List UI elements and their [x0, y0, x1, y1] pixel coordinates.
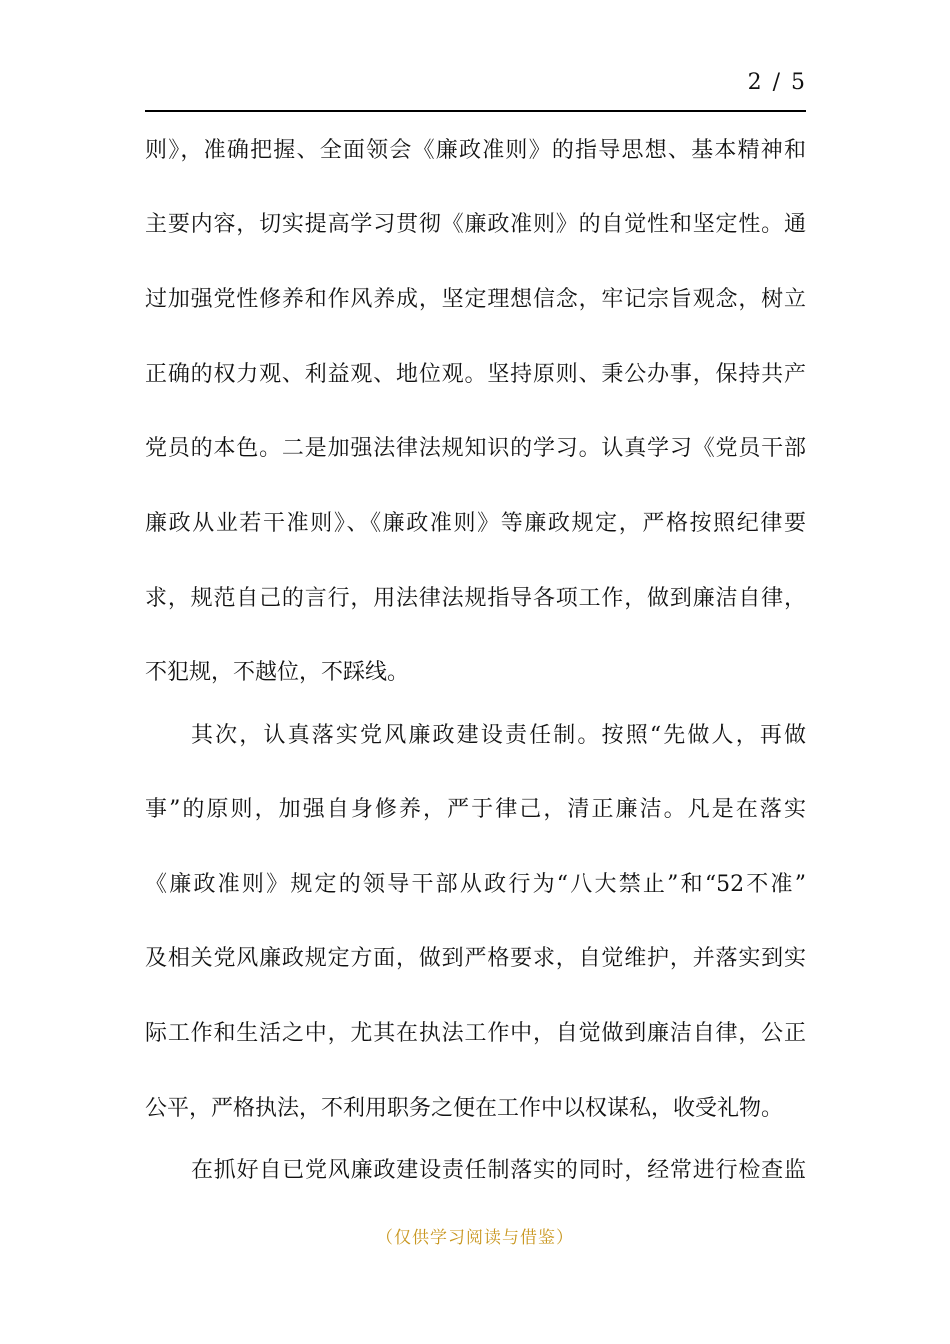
text-line: 不犯规，不越位，不踩线。	[145, 660, 410, 685]
text-line: 及相关党风廉政规定方面，做到严格要求，自觉维护，并落实到实	[145, 946, 806, 971]
text-line: 主要内容，切实提高学习贯彻《廉政准则》的自觉性和坚定性。通	[145, 212, 806, 237]
header-rule	[145, 110, 806, 112]
footer-note: （仅供学习阅读与借鉴）	[376, 1228, 574, 1248]
text-line: 公平，严格执法，不利用职务之便在工作中以权谋私，收受礼物。	[145, 1096, 784, 1121]
text-line: 党员的本色。二是加强法律法规知识的学习。认真学习《党员干部	[145, 436, 806, 461]
text-line: 正确的权力观、利益观、地位观。坚持原则、秉公办事，保持共产	[145, 362, 806, 387]
text-line: 在抓好自已党风廉政建设责任制落实的同时，经常进行检查监	[191, 1158, 806, 1183]
page-number: 2 / 5	[747, 70, 807, 95]
text-line: 则》，准确把握、全面领会《廉政准则》的指导思想、基本精神和	[145, 138, 806, 163]
text-line: 《廉政准则》规定的领导干部从政行为“八大禁止”和“52不准”	[145, 872, 806, 897]
text-line: 求，规范自己的言行，用法律法规指导各项工作，做到廉洁自律，	[145, 586, 806, 611]
text-line: 过加强党性修养和作风养成，坚定理想信念，牢记宗旨观念，树立	[145, 287, 806, 312]
text-line: 际工作和生活之中，尤其在执法工作中，自觉做到廉洁自律，公正	[145, 1021, 806, 1046]
text-line: 事”的原则，加强自身修养，严于律己，清正廉洁。凡是在落实	[145, 797, 806, 822]
text-line: 廉政从业若干准则》、《廉政准则》等廉政规定，严格按照纪律要	[145, 511, 806, 536]
text-line: 其次，认真落实党风廉政建设责任制。按照“先做人，再做	[191, 723, 806, 748]
